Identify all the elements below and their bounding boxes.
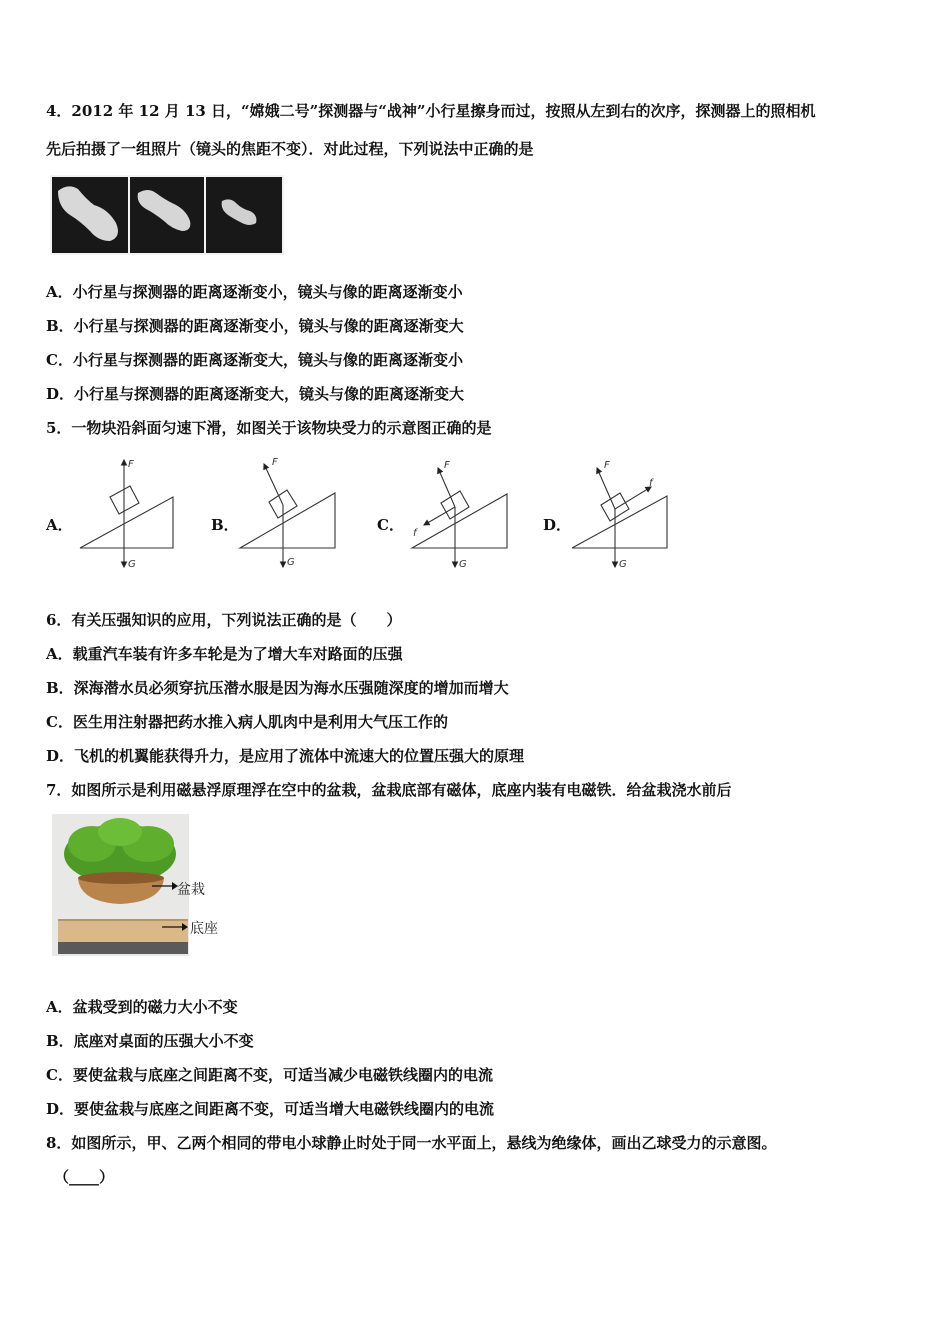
incline-a [80, 497, 173, 548]
q5-stem: 5．一物块沿斜面匀速下滑，如图关于该物块受力的示意图正确的是 [46, 419, 492, 437]
label-d-f: f [649, 478, 653, 489]
q7-stem: 7．如图所示是利用磁悬浮原理浮在空中的盆栽，盆栽底部有磁体，底座内装有电磁铁．给盆栽浇水前后 [46, 781, 732, 799]
label-c-F: F [444, 460, 450, 471]
q4-option-d: D．小行星与探测器的距离逐渐变大，镜头与像的距离逐渐变大 [46, 385, 465, 403]
label-c-f: f [413, 528, 417, 539]
q4-option-a: A．小行星与探测器的距离逐渐变小，镜头与像的距离逐渐变小 [46, 283, 463, 301]
label-c-G: G [459, 559, 467, 570]
q5-label-a: A． [46, 516, 73, 534]
q4-stem-line2: 先后拍摄了一组照片（镜头的焦距不变）．对此过程，下列说法中正确的是 [46, 140, 534, 158]
q6-option-b: B．深海潜水员必须穿抗压潜水服是因为海水压强随深度的增加而增大 [46, 679, 509, 697]
q7-option-b: B．底座对桌面的压强大小不变 [46, 1032, 254, 1050]
q5-label-b: B． [211, 516, 239, 534]
q6-option-c: C．医生用注射器把药水推入病人肌肉中是利用大气压工作的 [46, 713, 448, 731]
label-base: 底座 [190, 921, 218, 937]
q5-label-c: C． [377, 516, 404, 534]
diagram-d [572, 468, 667, 567]
q7-option-a: A．盆栽受到的磁力大小不变 [46, 998, 238, 1016]
label-b-F: F [272, 457, 278, 468]
diagram-a [80, 460, 173, 567]
q7-option-c: C．要使盆栽与底座之间距离不变，可适当减少电磁铁线圈内的电流 [46, 1066, 493, 1084]
q6-option-a: A．载重汽车装有许多车轮是为了增大车对路面的压强 [46, 645, 403, 663]
q4-stem-line1: 4．2012 年 12 月 13 日，“嫦娥二号”探测器与“战神”小行星擦身而过，按照从左到右的次序，探测器上的照相机 [46, 102, 816, 120]
label-a-G: G [128, 559, 136, 570]
q7-option-d: D．要使盆栽与底座之间距离不变，可适当增大电磁铁线圈内的电流 [46, 1100, 495, 1118]
q6-stem: 6．有关压强知识的应用，下列说法正确的是（ ） [46, 611, 402, 629]
incline-c [412, 494, 507, 548]
incline-b [240, 493, 335, 548]
label-d-G: G [619, 559, 627, 570]
diagram-b [240, 464, 335, 567]
label-b-G: G [287, 557, 295, 568]
label-a-F: F [128, 459, 134, 470]
q5-force-diagrams [0, 450, 950, 585]
q8-stem: 8．如图所示，甲、乙两个相同的带电小球静止时处于同一水平面上，悬线为绝缘体，画出乙球受力的示意图。 [46, 1134, 777, 1152]
label-pot: 盆栽 [177, 882, 205, 898]
base-shape [58, 920, 188, 942]
q5-label-d: D． [543, 516, 572, 534]
label-d-F: F [604, 460, 610, 471]
asteroid-photo-strip [50, 175, 284, 255]
q4-option-c: C．小行星与探测器的距离逐渐变大，镜头与像的距离逐渐变小 [46, 351, 463, 369]
levitating-plant-image [52, 814, 230, 956]
q4-option-b: B．小行星与探测器的距离逐渐变小，镜头与像的距离逐渐变大 [46, 317, 464, 335]
diagram-c [412, 468, 507, 567]
q6-option-d: D．飞机的机翼能获得升力，是应用了流体中流速大的位置压强大的原理 [46, 747, 525, 765]
q8-answer-blank[interactable]: （____） [54, 1168, 115, 1186]
incline-d [572, 496, 667, 548]
